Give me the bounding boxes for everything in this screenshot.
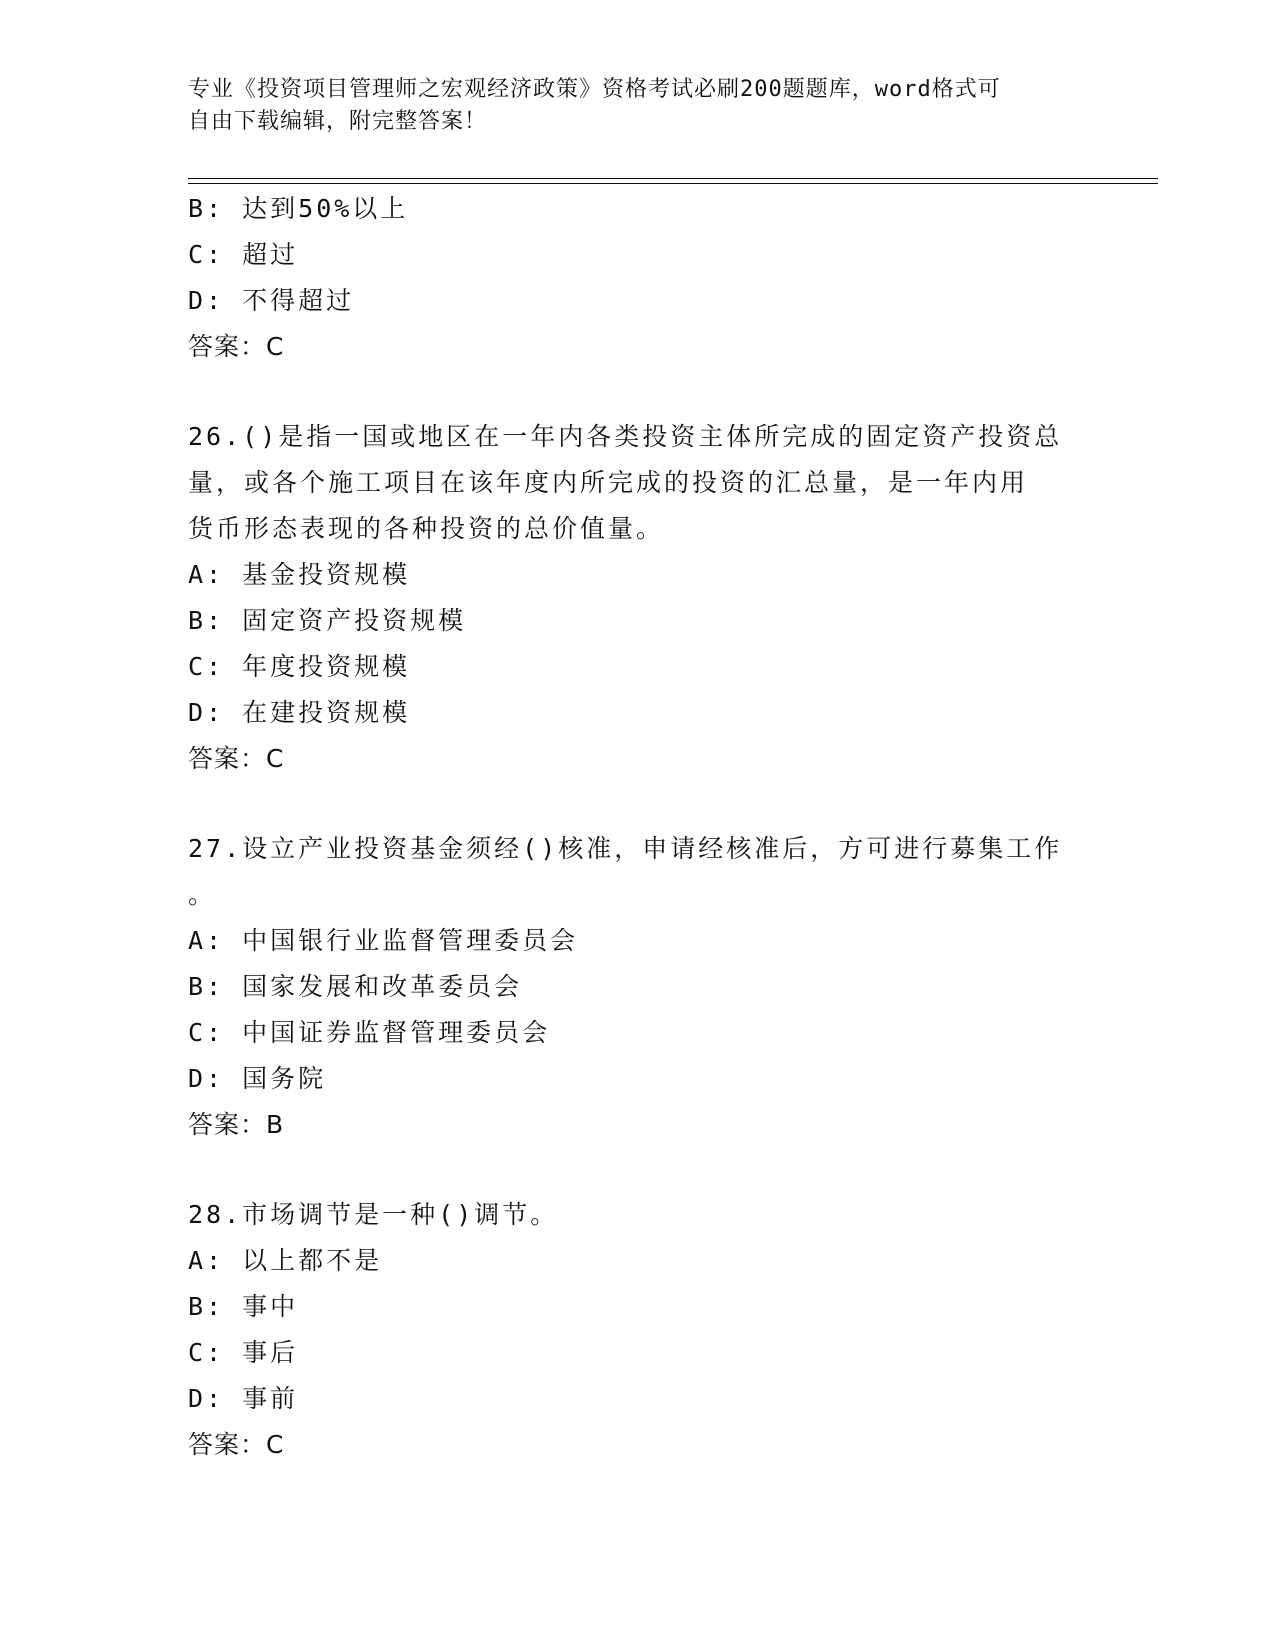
header-line-2: 自由下载编辑，附完整答案！ [188,109,488,134]
header-divider-top [188,178,1158,179]
option-c: C: 年度投资规模 [188,652,411,681]
question-27 [188,826,1088,1148]
header-line-1: 专业《投资项目管理师之宏观经济政策》资格考试必刷200题题库，word格式可 [188,77,1001,102]
option-a: A: 以上都不是 [188,1246,383,1275]
question-28 [188,1192,1088,1468]
option-d: D: 在建投资规模 [188,698,411,727]
question-stem-line: 。 [188,880,217,909]
document-header [188,74,1068,138]
spacer [188,782,1088,826]
question-26 [188,414,1088,782]
spacer [188,370,1088,414]
option-b: B: 固定资产投资规模 [188,606,467,635]
option-d: D: 不得超过 [188,286,355,315]
option-b: B: 国家发展和改革委员会 [188,972,523,1001]
option-c: C: 超过 [188,240,299,269]
question-25 [188,186,1088,370]
option-d: D: 国务院 [188,1064,327,1093]
spacer [188,1148,1088,1192]
option-c: C: 事后 [188,1338,299,1367]
question-stem-line: 量，或各个施工项目在该年度内所完成的投资的汇总量，是一年内用 [188,468,1029,497]
option-a: A: 基金投资规模 [188,560,411,589]
question-list [188,186,1088,1468]
option-c: C: 中国证券监督管理委员会 [188,1018,551,1047]
question-stem-line: 28.市场调节是一种()调节。 [188,1200,559,1229]
answer: 答案：C [188,332,285,361]
answer: 答案：B [188,1110,285,1139]
question-stem-line: 货币形态表现的各种投资的总价值量。 [188,514,665,543]
option-a: A: 中国银行业监督管理委员会 [188,926,579,955]
answer: 答案：C [188,744,285,773]
answer: 答案：C [188,1430,285,1459]
option-b: B: 达到50%以上 [188,194,409,223]
question-stem-line: 27.设立产业投资基金须经()核准，申请经核准后，方可进行募集工作 [188,834,1063,863]
question-stem-line: 26.()是指一国或地区在一年内各类投资主体所完成的固定资产投资总 [188,422,1063,451]
option-d: D: 事前 [188,1384,299,1413]
option-b: B: 事中 [188,1292,299,1321]
header-divider-bottom [188,183,1158,184]
